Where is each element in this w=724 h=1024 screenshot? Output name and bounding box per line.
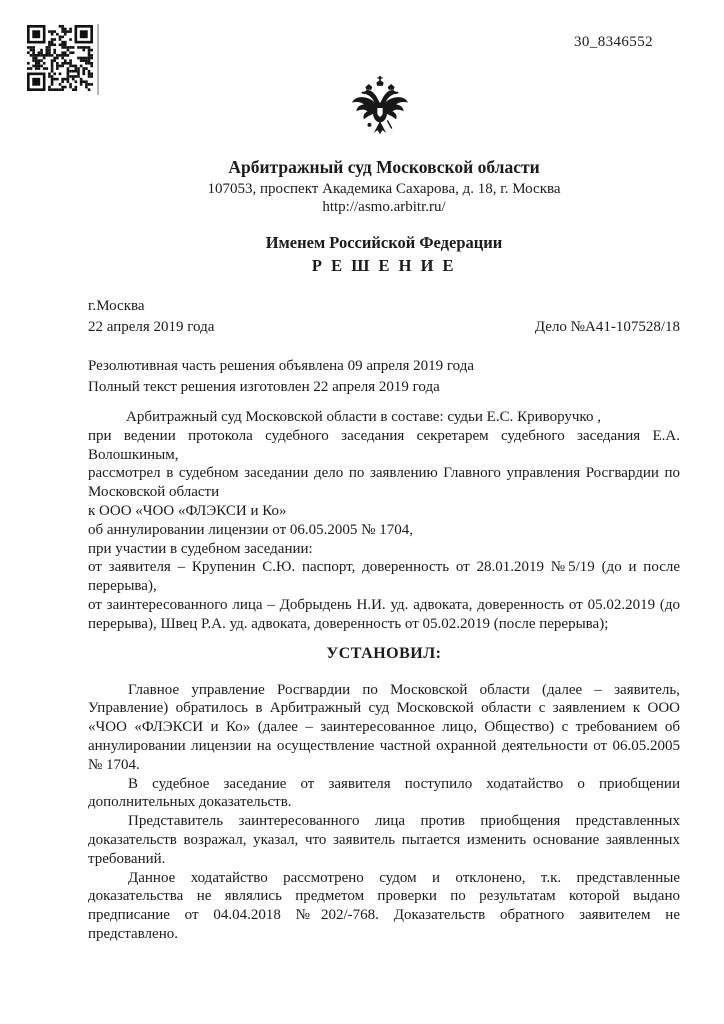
body-paragraph: Главное управление Росгвардии по Московской области (далее – заявитель, Управление) обратилось в Арбитражный суд Московской области с заявлением к ООО «ЧОО «ФЛЭКСИ и Ко» (далее – заинтересованное лицо, Общество) с требованием об аннулировании лицензии на осуществление частной охранной деятельности от 06.05.2005 № 1704. xyxy=(88,681,680,773)
body-paragraph: Данное ходатайство рассмотрено судом и отклонено, т.к. представленные доказательства не являлись предметом проверки по результатам которой выдано предписание от 04.04.2018 №202/-768. Доказательств обратного заявителем не представлено. xyxy=(88,869,680,942)
body-paragraph: В судебное заседание от заявителя поступило ходатайство о приобщении дополнительных доказательств. xyxy=(88,775,680,811)
qr-separator-line xyxy=(97,24,99,95)
city-label: г.Москва xyxy=(88,298,145,314)
intro-paragraph: рассмотрел в судебном заседании дело по заявлению Главного управления Росгвардии по Московской области xyxy=(88,465,680,501)
document-content xyxy=(88,156,680,944)
case-meta xyxy=(88,296,680,338)
resolutive-block xyxy=(88,356,680,398)
body-paragraph: Представитель заинтересованного лица против приобщения представленных доказательств возражал, указал, что заявитель пытается изменить основание заявленных требований. xyxy=(88,813,680,867)
court-address: 107053, проспект Академика Сахарова, д. 18, г. Москва xyxy=(207,181,561,197)
intro-paragraph: от заинтересованного лица – Добрыдень Н.И. уд. адвоката, доверенность от 05.02.2019 (до перерыва), Швец Р.А. уд. адвоката, доверенность от 05.02.2019 (после перерыва); xyxy=(88,596,680,632)
case-intro xyxy=(88,408,680,634)
intro-paragraph: при участии в судебном заседании: xyxy=(88,540,313,557)
qr-code-icon xyxy=(27,25,93,91)
title-decision: Р Е Ш Е Н И Е xyxy=(311,256,457,275)
decision-title-block xyxy=(88,232,680,276)
court-name: Арбитражный суд Московской области xyxy=(228,157,540,177)
case-number: Дело №А41-107528/18 xyxy=(534,319,680,335)
russia-coat-of-arms-icon xyxy=(349,72,411,148)
document-number: 30_8346552 xyxy=(574,34,653,50)
intro-paragraph: при ведении протокола судебного заседания секретарем судебного заседания Е.А. Волошкиным, xyxy=(88,427,680,463)
decision-body xyxy=(88,681,680,944)
intro-paragraph: Арбитражный суд Московской области в составе: судьи Е.С. Криворучко , xyxy=(126,409,601,425)
resolutive-announced-line: Резолютивная часть решения объявлена 09 апреля 2019 года xyxy=(88,358,474,374)
title-in-the-name-of-rf: Именем Российской Федерации xyxy=(265,233,503,252)
intro-paragraph: к ООО «ЧОО «ФЛЭКСИ и Ко» xyxy=(88,502,287,519)
intro-paragraph: об аннулировании лицензии от 06.05.2005 № 1704, xyxy=(88,521,413,538)
intro-paragraph: от заявителя – Крупенин С.Ю. паспорт, доверенность от 28.01.2019 №5/19 (до и после перерыва), xyxy=(88,559,680,595)
decision-date: 22 апреля 2019 года xyxy=(88,319,215,335)
section-heading-ustanovil: УСТАНОВИЛ: xyxy=(326,644,442,662)
full-text-made-line: Полный текст решения изготовлен 22 апреля 2019 года xyxy=(88,379,440,395)
court-url: http://asmo.arbitr.ru/ xyxy=(322,199,446,215)
